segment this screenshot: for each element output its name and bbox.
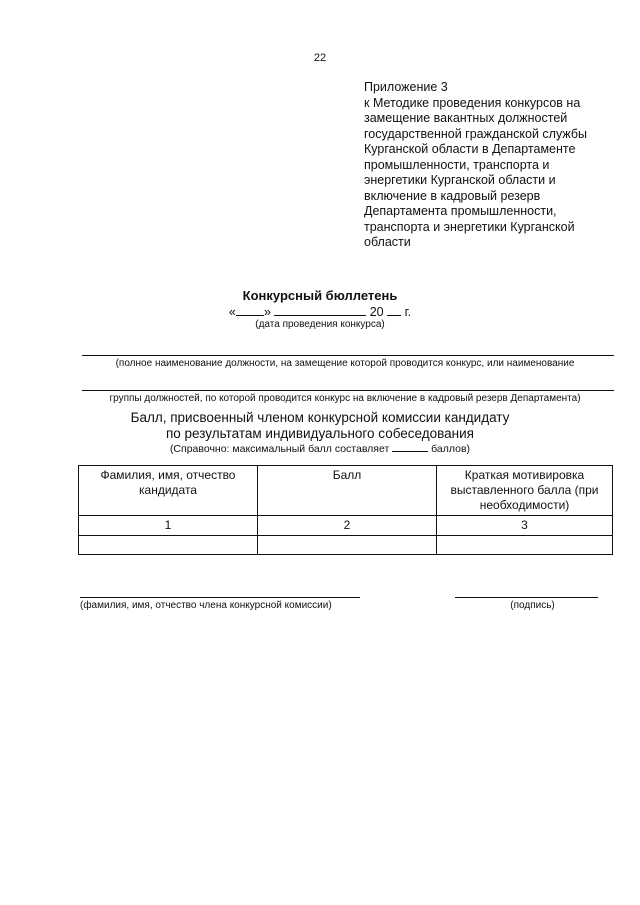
appendix-line: области — [364, 235, 411, 249]
position-caption-1: (полное наименование должности, на замещение которой проводится конкурс, или наименование — [115, 358, 575, 369]
column-number: 1 — [79, 516, 258, 536]
column-number: 3 — [437, 516, 613, 536]
appendix-line: Курганской области в Департаменте — [364, 142, 576, 156]
month-blank — [274, 304, 366, 316]
appendix-line: промышленности, транспорта и — [364, 157, 550, 172]
score-note — [0, 442, 640, 455]
year-blank — [387, 304, 401, 316]
header-candidate-name: Фамилия, имя, отчество кандидата — [79, 466, 258, 516]
position-caption-2: группы должностей, по которой проводится конкурс на включение в кадровый резерв Департамента) — [109, 393, 581, 404]
appendix-line: энергетики Курганской области и — [364, 173, 556, 187]
signature-line — [455, 597, 598, 598]
appendix-line: транспорта и энергетики Курганской — [364, 219, 575, 234]
score-heading-line: по результатам индивидуального собеседования — [165, 426, 474, 441]
page-number: 22 — [313, 52, 327, 64]
table-row — [79, 536, 613, 555]
score-heading — [0, 410, 640, 442]
table-header-row — [79, 466, 613, 516]
member-name-line — [80, 597, 360, 598]
date-line — [0, 304, 640, 319]
date-open-quote: « — [228, 305, 236, 319]
motivation-cell[interactable] — [437, 536, 613, 555]
date-close-quote: » — [263, 305, 271, 319]
appendix-line: к Методике проведения конкурсов на — [364, 95, 581, 110]
score-note-suffix: баллов) — [431, 443, 471, 455]
candidate-name-cell[interactable] — [79, 536, 258, 555]
column-number: 2 — [258, 516, 437, 536]
day-blank — [236, 304, 264, 316]
appendix-line: Приложение 3 — [364, 80, 448, 94]
appendix-block — [364, 80, 624, 251]
member-name-caption: (фамилия, имя, отчество члена конкурсной комиссии) — [80, 600, 332, 611]
appendix-line: замещение вакантных должностей — [364, 111, 568, 125]
header-score: Балл — [258, 466, 437, 516]
score-note-prefix: (Справочно: максимальный балл составляет — [169, 443, 390, 455]
score-cell[interactable] — [258, 536, 437, 555]
date-suffix: г. — [404, 305, 412, 319]
date-caption: (дата проведения конкурса) — [255, 319, 385, 330]
position-line-1 — [82, 355, 614, 356]
appendix-line: включение в кадровый резерв — [364, 188, 541, 203]
signature-caption: (подпись) — [510, 600, 555, 611]
score-heading-line: Балл, присвоенный членом конкурсной комиссии кандидату — [130, 410, 510, 425]
appendix-line: государственной гражданской службы — [364, 126, 587, 141]
score-table — [78, 465, 613, 555]
appendix-line: Департамента промышленности, — [364, 204, 557, 218]
max-score-blank — [392, 442, 428, 452]
ballot-title: Конкурсный бюллетень — [242, 288, 398, 303]
date-year: 20 — [369, 305, 384, 319]
header-motivation: Краткая мотивировка выставленного балла (при необходимости) — [437, 466, 613, 516]
position-line-2 — [82, 390, 614, 391]
column-number-row — [79, 516, 613, 536]
